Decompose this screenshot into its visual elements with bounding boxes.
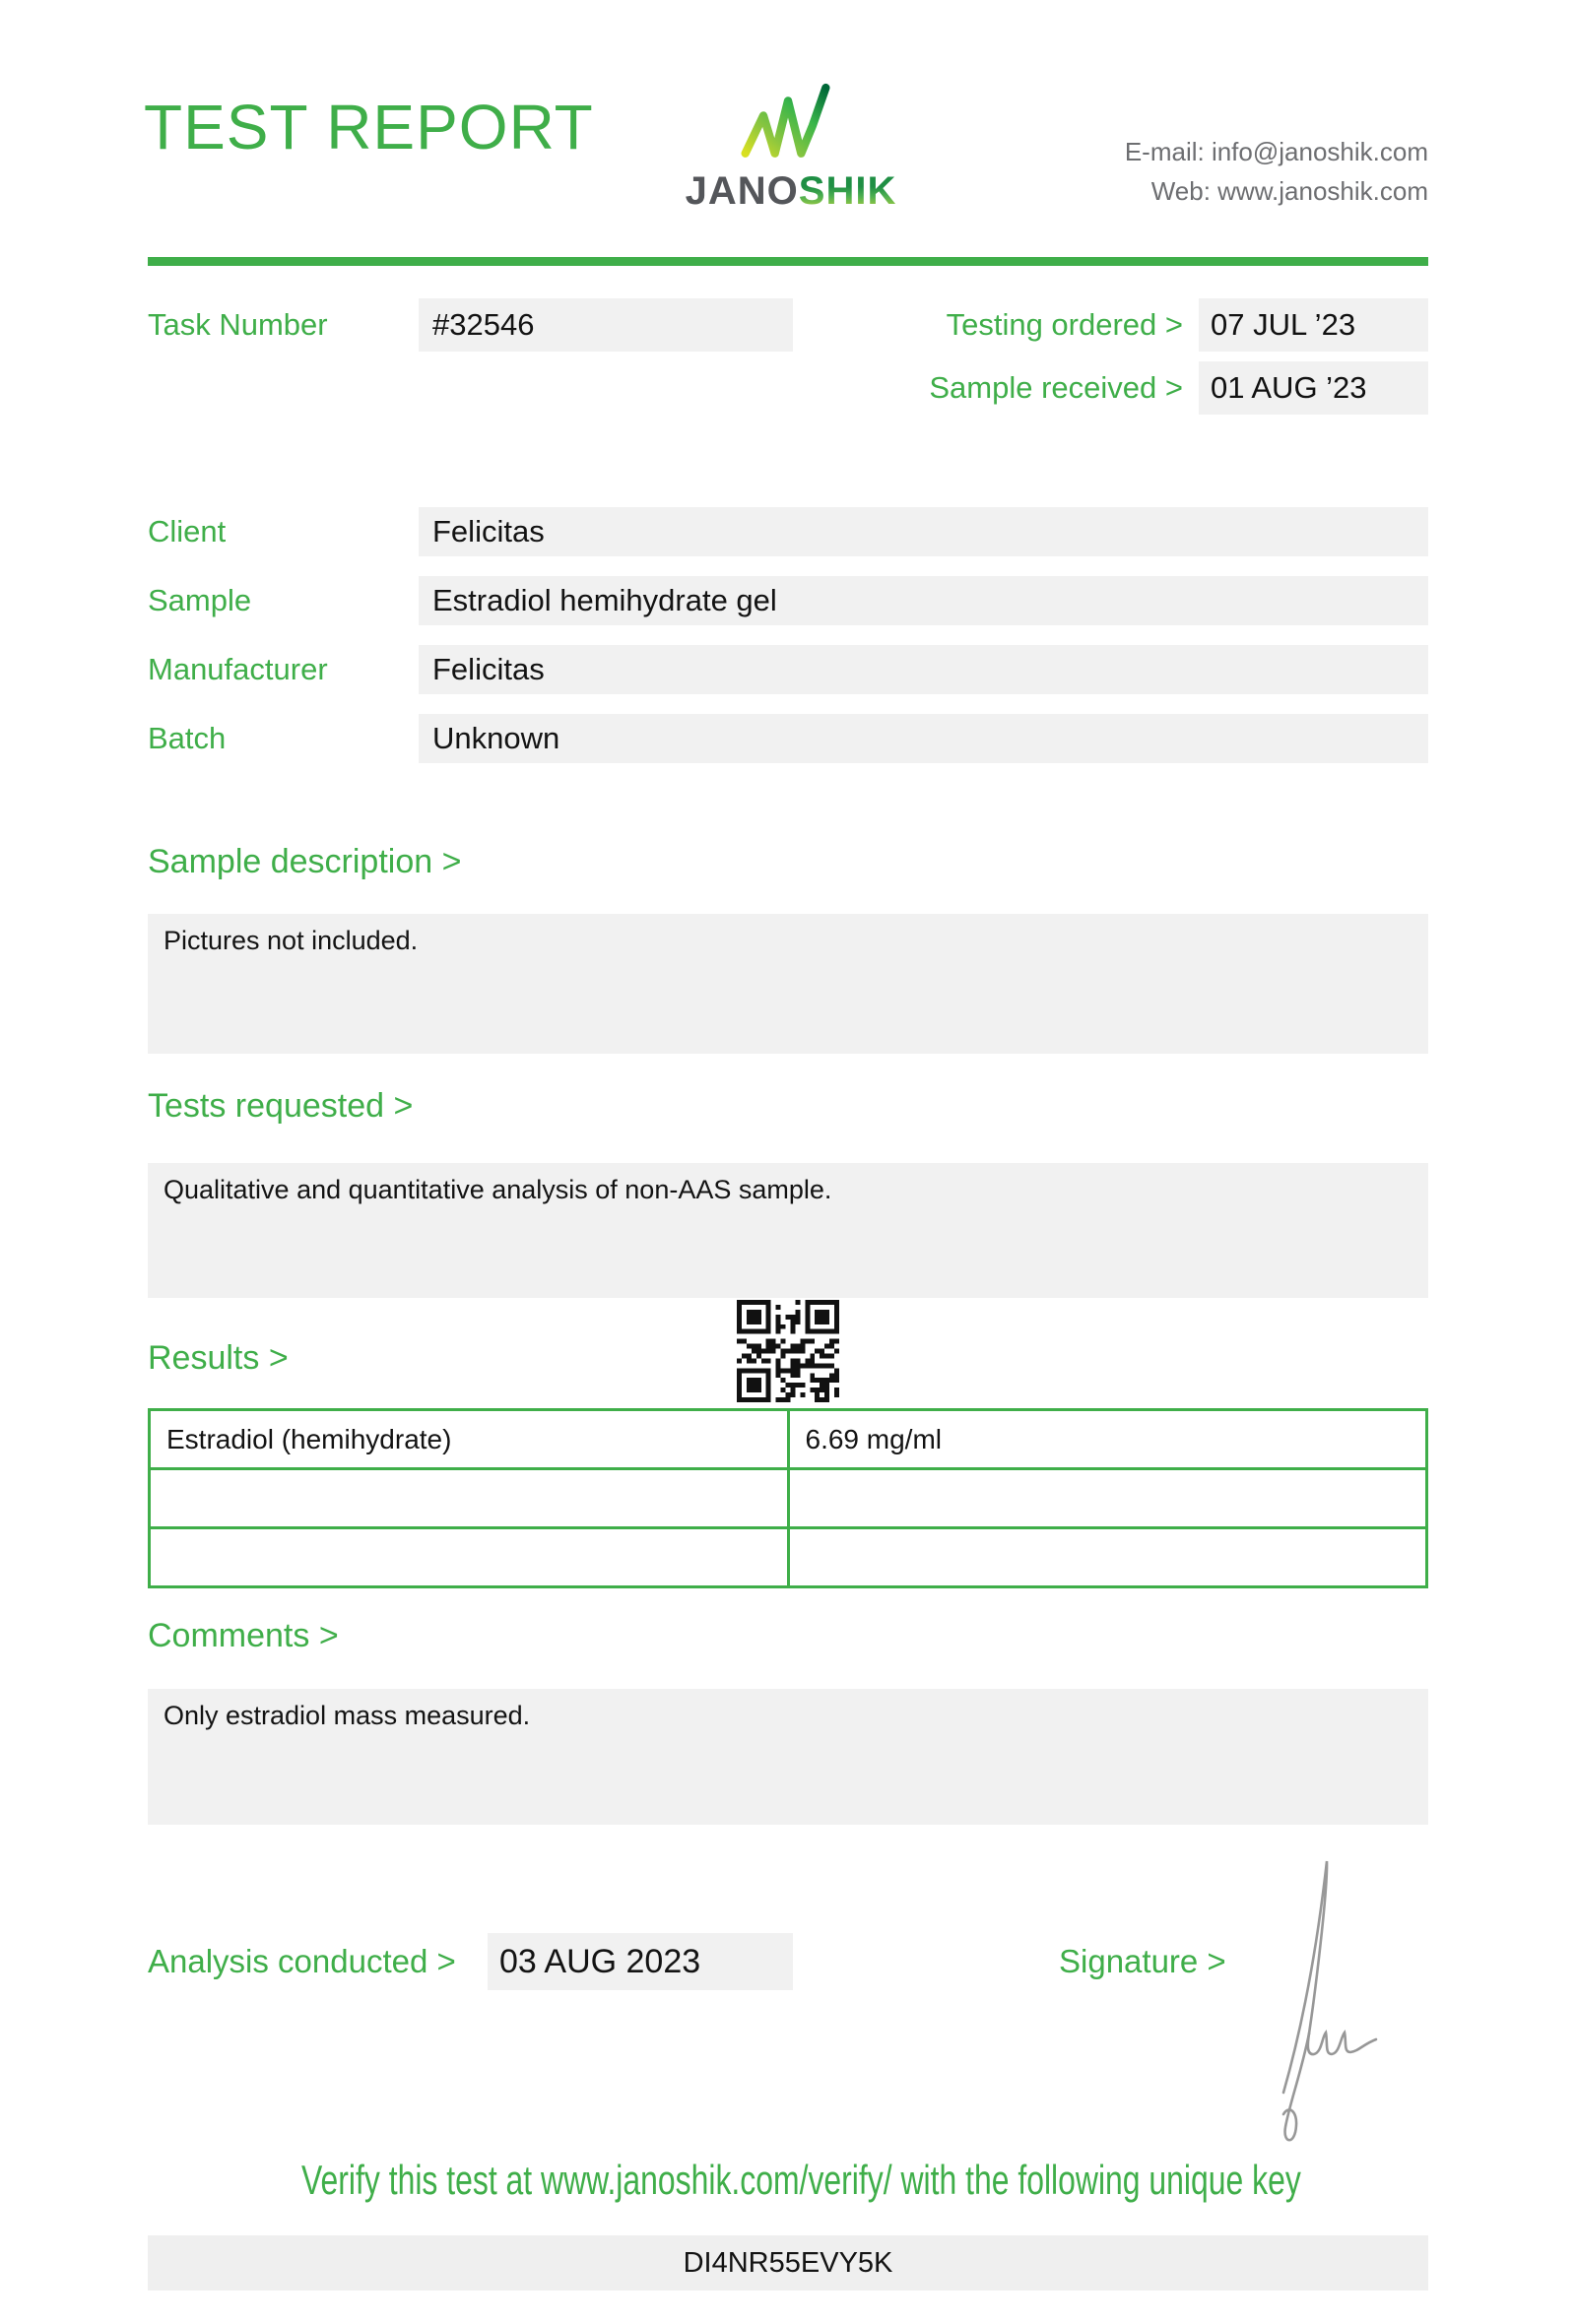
result-value-cell [788,1469,1427,1528]
results-table [148,1408,1428,1588]
sample-description-box [148,914,1428,1054]
sample-description-text: Pictures not included. [164,926,419,955]
table-row [150,1410,1427,1469]
sample-received-label: Sample received > [929,370,1183,405]
contact-info [1125,132,1428,211]
tests-requested-box [148,1163,1428,1298]
client-value: Felicitas [419,507,1428,556]
sample-received-row [929,361,1428,415]
client-label: Client [148,514,227,549]
header-divider [148,257,1428,266]
tests-requested-text: Qualitative and quantitative analysis of non-AAS sample. [164,1175,832,1204]
task-number-value: #32546 [419,298,793,352]
table-row [150,1528,1427,1587]
sample-description-heading: Sample description > [148,843,462,880]
logo-text-jano: JANO [685,169,799,213]
result-analyte-cell: Estradiol (hemihydrate) [150,1410,789,1469]
signature-label: Signature > [1059,1943,1226,1979]
qr-code [737,1300,839,1402]
result-value-cell: 6.69 mg/ml [788,1410,1427,1469]
analysis-date-value: 03 AUG 2023 [488,1933,793,1990]
results-heading: Results > [148,1339,289,1377]
logo-text-shik: SHIK [798,169,897,213]
manufacturer-value: Felicitas [419,645,1428,694]
growth-chart-icon [739,77,837,168]
task-number-label: Task Number [148,307,328,342]
manufacturer-label: Manufacturer [148,652,328,686]
sample-value: Estradiol hemihydrate gel [419,576,1428,625]
result-value-cell [788,1528,1427,1587]
batch-label: Batch [148,721,227,755]
signature-image [1266,1846,1394,2152]
testing-ordered-label: Testing ordered > [946,307,1183,342]
comments-box [148,1689,1428,1825]
sample-received-value: 01 AUG ’23 [1199,361,1428,415]
web-line: Web: www.janoshik.com [1150,176,1428,206]
result-analyte-cell [150,1469,789,1528]
email-line: E-mail: info@janoshik.com [1124,137,1428,166]
verify-instruction: Verify this test at www.janoshik.com/verify/ with the following unique key [301,2157,1301,2203]
table-row [150,1469,1427,1528]
comments-heading: Comments > [148,1617,339,1654]
batch-value: Unknown [419,714,1428,763]
result-analyte-cell [150,1528,789,1587]
testing-ordered-row [947,298,1428,352]
testing-ordered-value: 07 JUL ’23 [1199,298,1428,352]
page-title: TEST REPORT [144,92,594,162]
logo-wordmark [678,169,904,214]
analysis-conducted-label: Analysis conducted > [148,1943,456,1979]
tests-requested-heading: Tests requested > [148,1087,414,1125]
comments-text: Only estradiol mass measured. [164,1701,531,1730]
unique-key-box [148,2235,1428,2291]
sample-label: Sample [148,583,252,617]
unique-key-value: DI4NR55EVY5K [683,2247,893,2279]
